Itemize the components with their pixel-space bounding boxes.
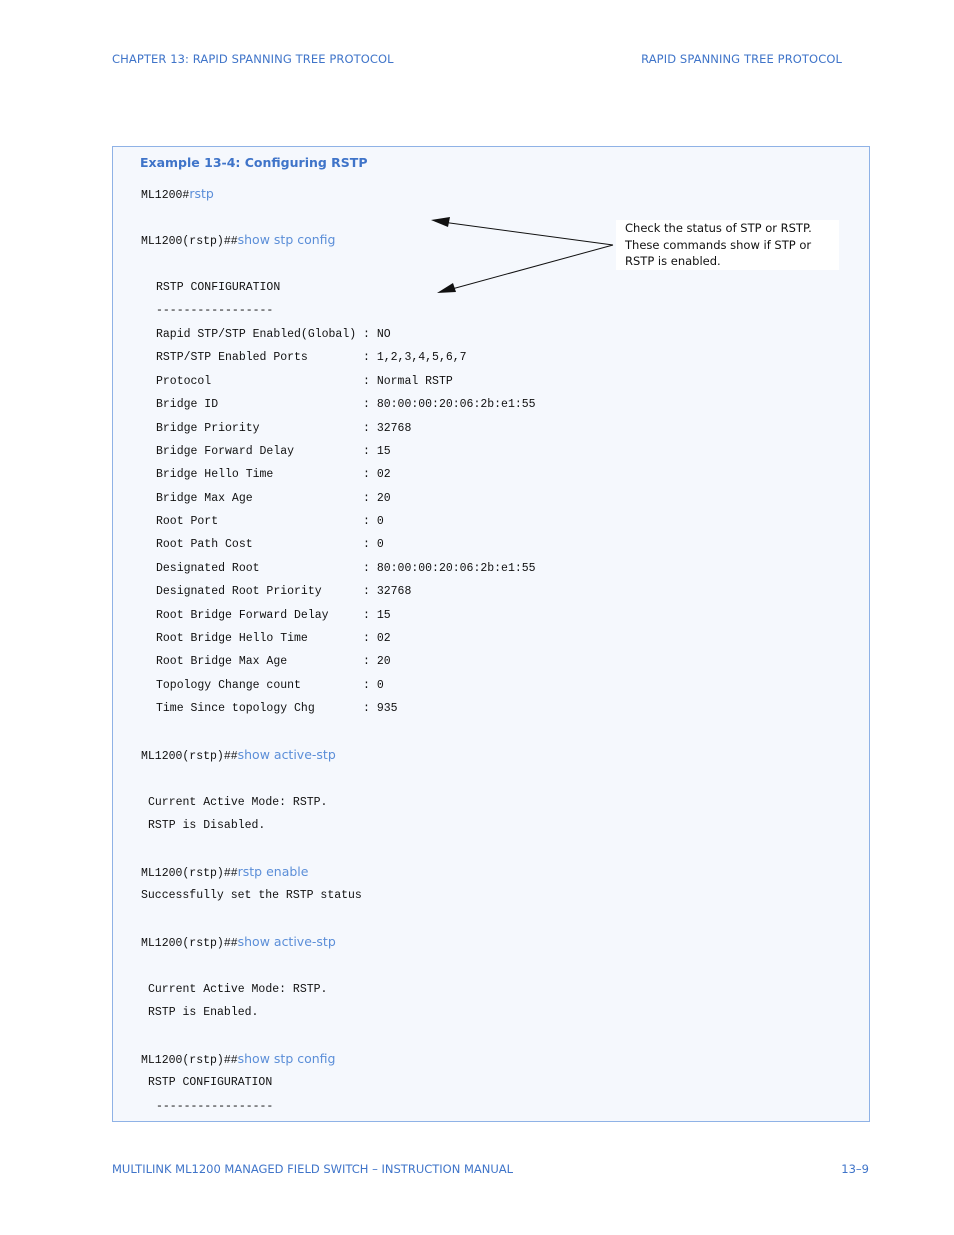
running-footer-title: MULTILINK ML1200 MANAGED FIELD SWITCH – INSTRUCTION MANUAL	[112, 1162, 514, 1176]
running-header-section: RAPID SPANNING TREE PROTOCOL	[641, 52, 842, 66]
cli-output-text: RSTP/STP Enabled Ports : 1,2,3,4,5,6,7	[156, 351, 467, 364]
cli-output-text: Root Bridge Hello Time : 02	[156, 632, 391, 645]
cli-output-text: RSTP CONFIGURATION	[148, 1076, 273, 1089]
output-line	[156, 679, 384, 693]
cli-output-text: Time Since topology Chg : 935	[156, 702, 398, 715]
cli-output-text: Bridge Hello Time : 02	[156, 468, 391, 481]
cli-output-text: Bridge Max Age : 20	[156, 492, 391, 505]
cli-prompt: ML1200#	[141, 189, 190, 202]
output-line	[156, 538, 384, 552]
output-line	[148, 1076, 272, 1090]
output-line	[156, 422, 411, 436]
cli-command: show stp config	[237, 232, 336, 247]
callout-note: Check the status of STP or RSTP. These commands show if STP or RSTP is enabled.	[616, 220, 839, 270]
cli-output-text: Bridge Forward Delay : 15	[156, 445, 391, 458]
cli-output-text: Designated Root : 80:00:00:20:06:2b:e1:55	[156, 562, 536, 575]
cli-output-text: Root Path Cost : 0	[156, 538, 384, 551]
cli-prompt: ML1200(rstp)##	[141, 937, 238, 950]
output-line	[148, 796, 327, 810]
running-header-chapter: CHAPTER 13: RAPID SPANNING TREE PROTOCOL	[112, 52, 394, 66]
output-line	[156, 702, 398, 716]
cli-prompt: ML1200(rstp)##	[141, 1054, 238, 1067]
cli-command: show active-stp	[237, 747, 336, 762]
output-line	[156, 562, 536, 576]
cli-output-text: -----------------	[156, 1100, 274, 1113]
arrow-line-upper	[435, 221, 613, 245]
cli-command: rstp	[189, 186, 214, 201]
cli-output-text: Protocol : Normal RSTP	[156, 375, 453, 388]
cli-output-text: RSTP CONFIGURATION	[156, 281, 281, 294]
command-line	[141, 187, 214, 203]
output-line	[156, 655, 391, 669]
cli-prompt: ML1200(rstp)##	[141, 235, 238, 248]
output-line	[156, 1100, 273, 1114]
output-line	[156, 328, 391, 342]
page-number: 13–9	[841, 1162, 869, 1176]
command-line	[141, 865, 308, 881]
cli-output-text: Rapid STP/STP Enabled(Global) : NO	[156, 328, 391, 341]
cli-output-text: Topology Change count : 0	[156, 679, 384, 692]
cli-command: show stp config	[237, 1051, 336, 1066]
cli-output-text: Root Bridge Max Age : 20	[156, 655, 391, 668]
cli-prompt: ML1200(rstp)##	[141, 867, 238, 880]
cli-output-text: -----------------	[156, 304, 274, 317]
output-line	[148, 983, 327, 997]
output-line	[156, 632, 391, 646]
output-line	[156, 398, 536, 412]
cli-output-text: Bridge Priority : 32768	[156, 422, 412, 435]
cli-command: rstp enable	[237, 864, 309, 879]
cli-output-text: Root Bridge Forward Delay : 15	[156, 609, 391, 622]
cli-output-text: RSTP is Disabled.	[148, 819, 266, 832]
arrow-head-upper	[431, 217, 450, 227]
output-line	[141, 889, 362, 903]
cli-output-text: RSTP is Enabled.	[148, 1006, 259, 1019]
cli-output-text: Root Port : 0	[156, 515, 384, 528]
cli-output-text: Bridge ID : 80:00:00:20:06:2b:e1:55	[156, 398, 536, 411]
example-title: Example 13-4: Configuring RSTP	[140, 155, 368, 170]
cli-output-text: Successfully set the RSTP status	[141, 889, 362, 902]
arrow-head-lower	[437, 283, 456, 293]
output-line	[156, 468, 391, 482]
command-line	[141, 1052, 335, 1068]
command-line	[141, 935, 336, 951]
cli-output-text: Current Active Mode: RSTP.	[148, 983, 328, 996]
output-line	[156, 351, 467, 365]
output-line	[156, 281, 280, 295]
output-line	[156, 515, 384, 529]
command-line	[141, 233, 335, 249]
output-line	[156, 445, 391, 459]
cli-output-text: Current Active Mode: RSTP.	[148, 796, 328, 809]
output-line	[148, 819, 265, 833]
output-line	[156, 375, 453, 389]
cli-prompt: ML1200(rstp)##	[141, 750, 238, 763]
cli-output-text: Designated Root Priority : 32768	[156, 585, 412, 598]
output-line	[156, 585, 411, 599]
output-line	[148, 1006, 258, 1020]
cli-command: show active-stp	[237, 934, 336, 949]
example-box	[112, 146, 870, 1122]
output-line	[156, 304, 273, 318]
output-line	[156, 492, 391, 506]
arrow-line-lower	[441, 245, 613, 292]
output-line	[156, 609, 391, 623]
command-line	[141, 748, 336, 764]
